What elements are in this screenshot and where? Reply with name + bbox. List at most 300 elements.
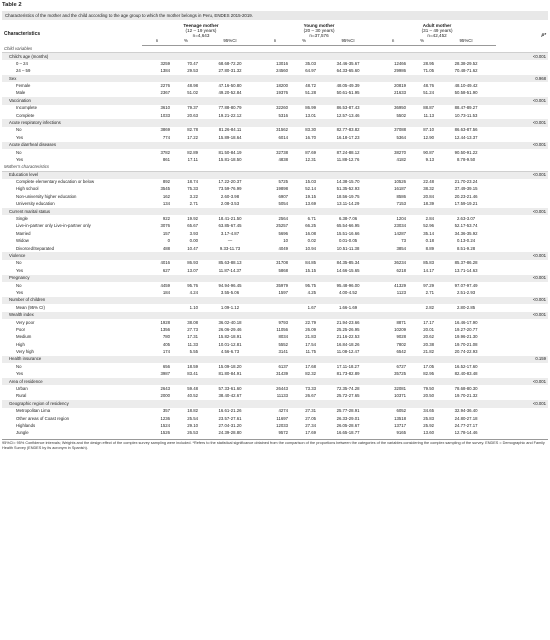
variable-row — [2, 119, 548, 126]
cell-n: 6907 — [278, 193, 289, 199]
cell-ci: 15.89-18.64 — [218, 134, 242, 140]
cell-n: 3854 — [396, 245, 407, 251]
p-value-empty — [496, 156, 548, 163]
cell-n: 13016 — [276, 60, 289, 66]
category-label: Incomplete — [16, 105, 38, 111]
cell-n: 8034 — [278, 334, 289, 340]
cell-percent: 86.99 — [305, 105, 317, 111]
cell-ci: 16.52-17.60 — [454, 363, 478, 369]
variable-label: Child's age (months) — [2, 53, 496, 60]
cell-percent: 12.90 — [423, 134, 435, 140]
variable-label: Pregnancy — [2, 275, 496, 282]
cell-ci: 25.77-28.91 — [336, 408, 360, 414]
cell-percent: 2.71 — [425, 289, 435, 295]
cell-ci: 26.05-28.67 — [336, 422, 360, 428]
category-label: Female — [16, 83, 31, 88]
cell-ci: 70.48-71.62 — [454, 68, 478, 74]
col-n: n — [142, 38, 172, 46]
cell-ci: 21.94-23.66 — [336, 319, 360, 325]
variable-row — [2, 297, 548, 304]
cell-ci: 4.56-6.73 — [220, 349, 240, 355]
cell-percent: 26.53 — [187, 430, 198, 436]
cell-ci: 82.40-83.48 — [454, 371, 478, 377]
cell-n: 5054 — [278, 201, 289, 207]
p-value-empty — [496, 223, 548, 230]
cell-ci: 34.36-35.92 — [454, 230, 478, 236]
cell-ci: 32.94-36.40 — [454, 408, 478, 414]
cell-percent: 4.25 — [307, 289, 317, 295]
table-row — [2, 156, 548, 163]
cell-n: 4274 — [278, 408, 289, 414]
cell-n: 1033 — [160, 112, 170, 118]
cell-n: 2000 — [160, 393, 170, 399]
cell-ci: 82.77-83.82 — [336, 127, 360, 133]
cell-n: 3610 — [160, 105, 170, 111]
cell-ci: 20.23-21.46 — [454, 193, 478, 199]
p-value-empty — [496, 422, 548, 429]
p-value-empty — [496, 408, 548, 415]
cell-ci: 0.01-0.05 — [338, 238, 358, 244]
cell-n: 26443 — [276, 386, 289, 392]
cell-percent: 52.96 — [423, 223, 435, 229]
cell-n: 12033 — [276, 422, 289, 428]
cell-n: 1236 — [160, 415, 170, 421]
cell-n — [142, 304, 172, 311]
cell-percent: 52.14 — [305, 186, 317, 192]
cell-n: 32738 — [276, 149, 289, 155]
group-heading-label: Mother's characteristics — [2, 164, 548, 171]
cell-ci: 95.48-96.00 — [336, 282, 360, 288]
cell-n: 37088 — [394, 127, 407, 133]
cell-percent: 2.71 — [189, 201, 198, 207]
col-ci: 95%CI — [318, 38, 378, 46]
variable-label: Education level — [2, 171, 496, 178]
cell-percent: 6.71 — [307, 216, 317, 222]
cell-n: 6014 — [278, 134, 289, 140]
cell-n: 2564 — [278, 216, 289, 222]
cell-ci: 25.72-27.65 — [336, 393, 360, 399]
cell-n: 8871 — [396, 319, 407, 325]
cell-ci: — — [227, 238, 233, 244]
cell-ci: 14.38-15.70 — [336, 179, 360, 185]
cell-ci: 50.58-51.90 — [454, 90, 478, 96]
col-ci: 95%CI — [200, 38, 260, 46]
variable-row — [2, 75, 548, 82]
cell-ci: 10.51-11.38 — [336, 245, 360, 251]
cell-percent: 0.02 — [307, 238, 317, 244]
variable-label: Vaccination — [2, 97, 496, 104]
table-row — [2, 201, 548, 208]
cell-percent: 19.92 — [187, 216, 198, 222]
cell-percent: 13.69 — [305, 201, 317, 207]
table-row — [2, 179, 548, 186]
cell-ci: 3.55-5.06 — [220, 289, 240, 295]
table-row — [2, 193, 548, 200]
p-value-empty — [496, 68, 548, 75]
document-page — [2, 2, 548, 451]
cell-ci: 19.27-20.77 — [454, 326, 478, 332]
table-row — [2, 60, 548, 67]
table-row — [2, 393, 548, 400]
p-value-empty — [496, 105, 548, 112]
cell-percent: 26.09 — [305, 326, 317, 332]
cell-ci: 34.46-35.67 — [336, 60, 360, 66]
cell-n: 7802 — [396, 341, 407, 347]
cell-percent: 40.52 — [187, 393, 198, 399]
cell-percent: 51.24 — [423, 90, 435, 96]
cell-percent: 20.84 — [423, 193, 435, 199]
cell-percent: 70.47 — [187, 60, 198, 66]
category-label: No — [16, 363, 22, 369]
cell-ci: 10.73-11.53 — [454, 112, 478, 118]
cell-ci: 19.70-21.08 — [454, 341, 478, 347]
cell-percent: 18.39 — [423, 201, 435, 207]
p-value-empty — [496, 363, 548, 370]
cell-ci: 48.05-49.39 — [336, 83, 360, 88]
cell-ci: 51.35-52.93 — [336, 186, 360, 192]
p-value-empty — [496, 385, 548, 392]
table-row — [2, 90, 548, 97]
cell-ci: 88.47-89.27 — [454, 105, 478, 111]
table-row — [2, 105, 548, 112]
p-value: <0.001 — [496, 97, 548, 104]
cell-percent: 20.63 — [187, 112, 198, 118]
cell-percent: 59.48 — [187, 386, 198, 392]
group-name: Adult mother — [422, 23, 452, 28]
cell-percent: 5.55 — [189, 349, 198, 355]
cell-percent: 17.11 — [187, 156, 198, 162]
variable-row — [2, 400, 548, 407]
cell-ci: 15.81-18.50 — [218, 156, 242, 162]
cell-n: 11697 — [276, 415, 289, 421]
cell-percent: 82.95 — [423, 371, 435, 377]
cell-n: 7153 — [396, 201, 407, 207]
cell-ci: 52.17-53.74 — [454, 223, 478, 229]
p-value-empty — [496, 341, 548, 348]
cell-ci: 90.50-91.22 — [454, 149, 478, 155]
p-value-empty — [496, 179, 548, 186]
cell-n: 892 — [162, 179, 170, 185]
cell-n: 9793 — [278, 319, 289, 325]
cell-percent: 90.87 — [423, 149, 435, 155]
table-row — [2, 186, 548, 193]
cell-n: 32081 — [394, 386, 407, 392]
cell-percent: 0.18 — [425, 238, 435, 244]
category-label: 24 – 59 — [16, 68, 31, 74]
table-row — [2, 230, 548, 237]
cell-percent: 16.70 — [305, 134, 317, 140]
cell-percent: 95.76 — [187, 282, 198, 288]
cell-ci: 12.78-14.46 — [454, 430, 478, 436]
cell-n: 357 — [162, 408, 170, 414]
cell-percent: 65.67 — [187, 223, 198, 229]
cell-n: 31562 — [276, 127, 289, 133]
cell-ci: 17.59-19.21 — [454, 201, 478, 207]
p-value-empty — [496, 349, 548, 356]
cell-n: 4838 — [278, 156, 289, 162]
variable-row — [2, 312, 548, 319]
cell-n: 1123 — [396, 289, 407, 295]
table-row — [2, 223, 548, 230]
group-n: n=4,643 — [192, 33, 210, 38]
cell-n: 31439 — [276, 371, 289, 377]
table-row — [2, 334, 548, 341]
category-label: Yes — [16, 289, 24, 295]
cell-ci: 27.80-31.32 — [218, 68, 242, 74]
cell-percent: 20.50 — [423, 393, 435, 399]
cell-ci: 2.63-3.07 — [456, 216, 476, 222]
cell-ci: 84.35-85.34 — [336, 260, 360, 266]
cell-ci: 68.68-72.20 — [218, 60, 242, 66]
cell-n: 1526 — [160, 430, 170, 436]
group-name: Young mother — [303, 23, 335, 28]
cell-ci: 20.74-22.93 — [454, 349, 478, 355]
table-group-heading — [2, 164, 548, 171]
cell-n: 922 — [162, 216, 170, 222]
cell-n: 1356 — [160, 326, 170, 332]
cell-ci: 26.33-29.01 — [336, 415, 360, 421]
cell-percent: 17.22 — [187, 134, 198, 140]
p-value: <0.001 — [496, 312, 548, 319]
cell-percent: 48.98 — [187, 83, 198, 88]
col-n: n — [260, 38, 290, 46]
cell-percent: 18.74 — [187, 179, 198, 185]
cell-n: 6052 — [396, 408, 407, 414]
p-value-empty — [496, 415, 548, 422]
table-row — [2, 245, 548, 252]
category-label: Yes — [16, 134, 24, 140]
table-body — [2, 46, 548, 438]
cell-n: 134 — [162, 201, 170, 207]
cell-n: 31708 — [276, 260, 289, 266]
variable-row — [2, 378, 548, 385]
cell-ci: 86.63-87.56 — [454, 127, 478, 133]
teenage-mother-header — [142, 20, 260, 38]
cell-percent: 8.89 — [425, 245, 435, 251]
cell-ci: 85.37-86.28 — [454, 260, 478, 266]
cell-ci: 12.57-13.46 — [336, 112, 360, 118]
variable-label: Violence — [2, 252, 496, 259]
cell-percent: 17.68 — [305, 363, 317, 369]
cell-percent: 48.72 — [305, 83, 317, 88]
cell-percent: 28.95 — [423, 60, 435, 66]
cell-percent: 87.10 — [423, 127, 435, 133]
p-value-empty — [496, 60, 548, 67]
cell-ci: 12.44-13.37 — [454, 134, 478, 140]
cell-percent: 9.13 — [425, 156, 435, 162]
cell-percent: 16.08 — [305, 230, 317, 236]
cell-percent: 73.33 — [305, 386, 317, 392]
col-ci: 95%CI — [436, 38, 496, 46]
cell-percent: 95.75 — [305, 282, 317, 288]
cell-ci: 87.24-88.12 — [336, 149, 360, 155]
cell-n: 5316 — [278, 112, 289, 118]
group-n: n=37,576 — [309, 33, 329, 38]
cell-ci: 86.53-87.43 — [336, 105, 360, 111]
table-row — [2, 422, 548, 429]
cell-percent: 82.78 — [187, 127, 198, 133]
category-label: No — [16, 127, 22, 133]
cell-n: 5725 — [278, 179, 289, 185]
cell-n: 3782 — [160, 149, 170, 155]
table-row — [2, 68, 548, 75]
cell-ci: 24.39-28.80 — [218, 430, 242, 436]
cell-n: 656 — [162, 363, 170, 369]
category-label: 0 – 24 — [16, 60, 28, 66]
cell-ci: 17.22-20.37 — [218, 179, 242, 185]
cell-ci: 16.84-18.26 — [336, 341, 360, 347]
cell-percent: 11.75 — [305, 349, 317, 355]
group-heading-label: Child variables — [2, 46, 548, 53]
p-value-empty — [496, 319, 548, 326]
cell-ci: 72.35-74.28 — [336, 386, 360, 392]
cell-ci: 19.70-21.32 — [454, 393, 478, 399]
variable-row — [2, 208, 548, 215]
cell-ci: 49.20-52.84 — [218, 90, 242, 96]
table-row — [2, 430, 548, 437]
cell-ci: 10.01-12.81 — [218, 341, 242, 347]
cell-ci: 9.33-11.73 — [219, 245, 241, 251]
cell-n: 6542 — [396, 349, 407, 355]
cell-percent: 19.15 — [305, 193, 317, 199]
p-value: <0.001 — [496, 171, 548, 178]
category-label: Very high — [16, 349, 34, 355]
table-row — [2, 282, 548, 289]
cell-ci: 57.33-61.60 — [218, 386, 242, 392]
cell-percent: 27.05 — [305, 415, 317, 421]
cell-percent: 20.38 — [423, 341, 435, 347]
cell-percent: 27.73 — [187, 326, 198, 332]
category-label: Jungle — [16, 430, 29, 436]
cell-n: 774 — [162, 134, 170, 140]
category-label: High school — [16, 186, 39, 192]
characteristics-header: Characteristics — [4, 30, 41, 37]
cell-n: 3869 — [160, 127, 170, 133]
table-row — [2, 289, 548, 296]
cell-ci: 63.85-67.45 — [218, 223, 242, 229]
cell-ci: 13.11-14.29 — [336, 201, 360, 207]
cell-ci: 24.80-27.18 — [454, 415, 478, 421]
table-row — [2, 385, 548, 392]
variable-row — [2, 53, 548, 60]
cell-ci: 4.00-4.52 — [338, 289, 358, 295]
cell-ci: 2.08-3.53 — [220, 201, 240, 207]
p-value-header: p* — [541, 31, 547, 37]
cell-ci: 81.80-84.91 — [218, 371, 242, 377]
cell-percent: 15.15 — [305, 267, 317, 273]
cell-ci: 18.41-21.50 — [218, 216, 242, 222]
cell-n: 6727 — [396, 363, 407, 369]
cell-n: 3987 — [160, 371, 170, 377]
category-label: Rural — [16, 393, 27, 399]
cell-percent: 51.02 — [187, 90, 198, 96]
cell-n: 19376 — [276, 90, 289, 96]
cell-percent: 2.84 — [425, 216, 435, 222]
variable-label: Sex — [2, 75, 496, 82]
cell-percent: 29.10 — [187, 422, 198, 428]
variable-label: Area of residence — [2, 378, 496, 385]
category-label: Very poor — [16, 319, 35, 325]
cell-n: 405 — [162, 341, 170, 347]
cell-n: 14287 — [394, 230, 407, 236]
cell-percent: 87.69 — [305, 149, 317, 155]
p-value-empty — [496, 201, 548, 208]
table-row — [2, 415, 548, 422]
cell-ci: 37.49-39.15 — [454, 186, 478, 192]
cell-n: 3259 — [160, 60, 170, 66]
cell-ci: 77.88-80.79 — [218, 105, 242, 111]
variable-label: Wealth index — [2, 312, 496, 319]
cell-ci: 11.87-14.37 — [218, 267, 242, 273]
cell-ci: 14.66-15.65 — [336, 267, 360, 273]
variable-row — [2, 171, 548, 178]
cell-n: 2276 — [160, 83, 170, 88]
table-row — [2, 326, 548, 333]
cell-ci: 16.18-17.23 — [336, 134, 360, 140]
cell-ci: 11.88-12.76 — [336, 156, 360, 162]
cell-ci: 13.71-14.63 — [454, 267, 478, 273]
cell-ci: 16.61-21.26 — [218, 408, 242, 414]
cell-n: 1524 — [160, 422, 170, 428]
cell-percent: 17.31 — [187, 334, 198, 340]
cell-ci: 65.54-66.95 — [336, 223, 360, 229]
cell-ci: 8.51-9.28 — [456, 245, 476, 251]
cell-percent: 75.33 — [187, 186, 198, 192]
cell-n: 3141 — [278, 349, 289, 355]
category-label: Metropolitan Lima — [16, 408, 51, 414]
cell-n: 4182 — [396, 156, 407, 162]
p-value: <0.001 — [496, 53, 548, 60]
cell-n: 6137 — [278, 363, 289, 369]
category-label: High — [16, 341, 25, 347]
cell-ci: 73.59-76.99 — [218, 186, 242, 192]
cell-percent: 17.69 — [305, 430, 317, 436]
category-label: Other areas of Coast region — [16, 415, 70, 421]
variable-label: Current marital status — [2, 208, 496, 215]
cell-n: 5696 — [278, 230, 289, 236]
cell-ci: 16.65-18.77 — [336, 430, 360, 436]
cell-n: 20819 — [394, 83, 407, 88]
cell-n: 38270 — [394, 149, 407, 155]
cell-percent: 84.85 — [305, 260, 317, 266]
category-label: Complete elementary education or below — [16, 179, 95, 185]
p-value-empty — [496, 282, 548, 289]
cell-percent: 48.76 — [423, 83, 435, 88]
cell-percent: 13.01 — [305, 112, 317, 118]
cell-n: 1597 — [278, 289, 289, 295]
cell-n: 23034 — [394, 223, 407, 229]
p-value: 0.968 — [496, 75, 548, 82]
cell-percent: 3.93 — [189, 230, 198, 236]
cell-percent: 27.34 — [305, 422, 317, 428]
p-value: <0.001 — [496, 208, 548, 215]
cell-percent: 18.82 — [187, 408, 198, 414]
table-caption: Characteristics of the mother and the child according to the age group to which the mother belongs in Peru, ENDES 2015-2019. — [2, 11, 548, 20]
cell-ci: 27.04-31.20 — [218, 422, 242, 428]
cell-n: 35979 — [276, 282, 289, 288]
cell-n: 5868 — [278, 267, 289, 273]
cell-percent: 82.32 — [305, 371, 317, 377]
p-value: <0.001 — [496, 297, 548, 304]
table-title: Table 2 — [2, 2, 22, 8]
cell-ci: 81.73-82.89 — [336, 371, 360, 377]
cell-ci: 94.94-96.45 — [218, 282, 242, 288]
cell-percent: 20.62 — [423, 334, 435, 340]
p-value-empty — [496, 267, 548, 274]
group-n: n=42,452 — [427, 33, 447, 38]
cell-ci: 15.51-16.66 — [336, 230, 360, 236]
cell-ci: 19.96-21.30 — [454, 334, 478, 340]
